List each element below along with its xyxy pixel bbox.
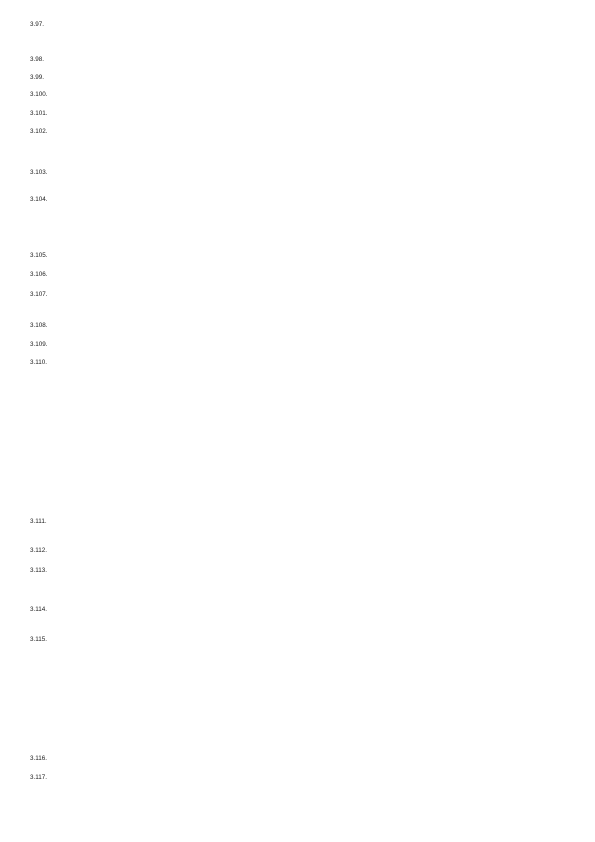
paragraph-3-114: 3.114. (30, 606, 48, 613)
paragraph-3-111: 3.111. (30, 518, 47, 525)
paragraph-3-102: 3.102. (30, 128, 48, 135)
paragraph-3-107: 3.107. (30, 291, 48, 298)
paragraph-3-115: 3.115. (30, 636, 48, 643)
paragraph-3-108: 3.108. (30, 322, 48, 329)
paragraph-3-116: 3.116. (30, 755, 48, 762)
paragraph-3-99: 3.99. (30, 74, 45, 81)
paragraph-3-104: 3.104. (30, 196, 48, 203)
paragraph-3-110: 3.110. (30, 359, 48, 366)
paragraph-3-103: 3.103. (30, 169, 48, 176)
paragraph-3-109: 3.109. (30, 341, 48, 348)
paragraph-3-117: 3.117. (30, 774, 48, 781)
paragraph-3-113: 3.113. (30, 567, 48, 574)
paragraph-3-98: 3.98. (30, 56, 45, 63)
paragraph-3-101: 3.101. (30, 110, 48, 117)
paragraph-3-97: 3.97. (30, 21, 45, 28)
paragraph-3-112: 3.112. (30, 547, 48, 554)
paragraph-3-100: 3.100. (30, 91, 48, 98)
paragraph-3-106: 3.106. (30, 271, 48, 278)
paragraph-3-105: 3.105. (30, 252, 48, 259)
